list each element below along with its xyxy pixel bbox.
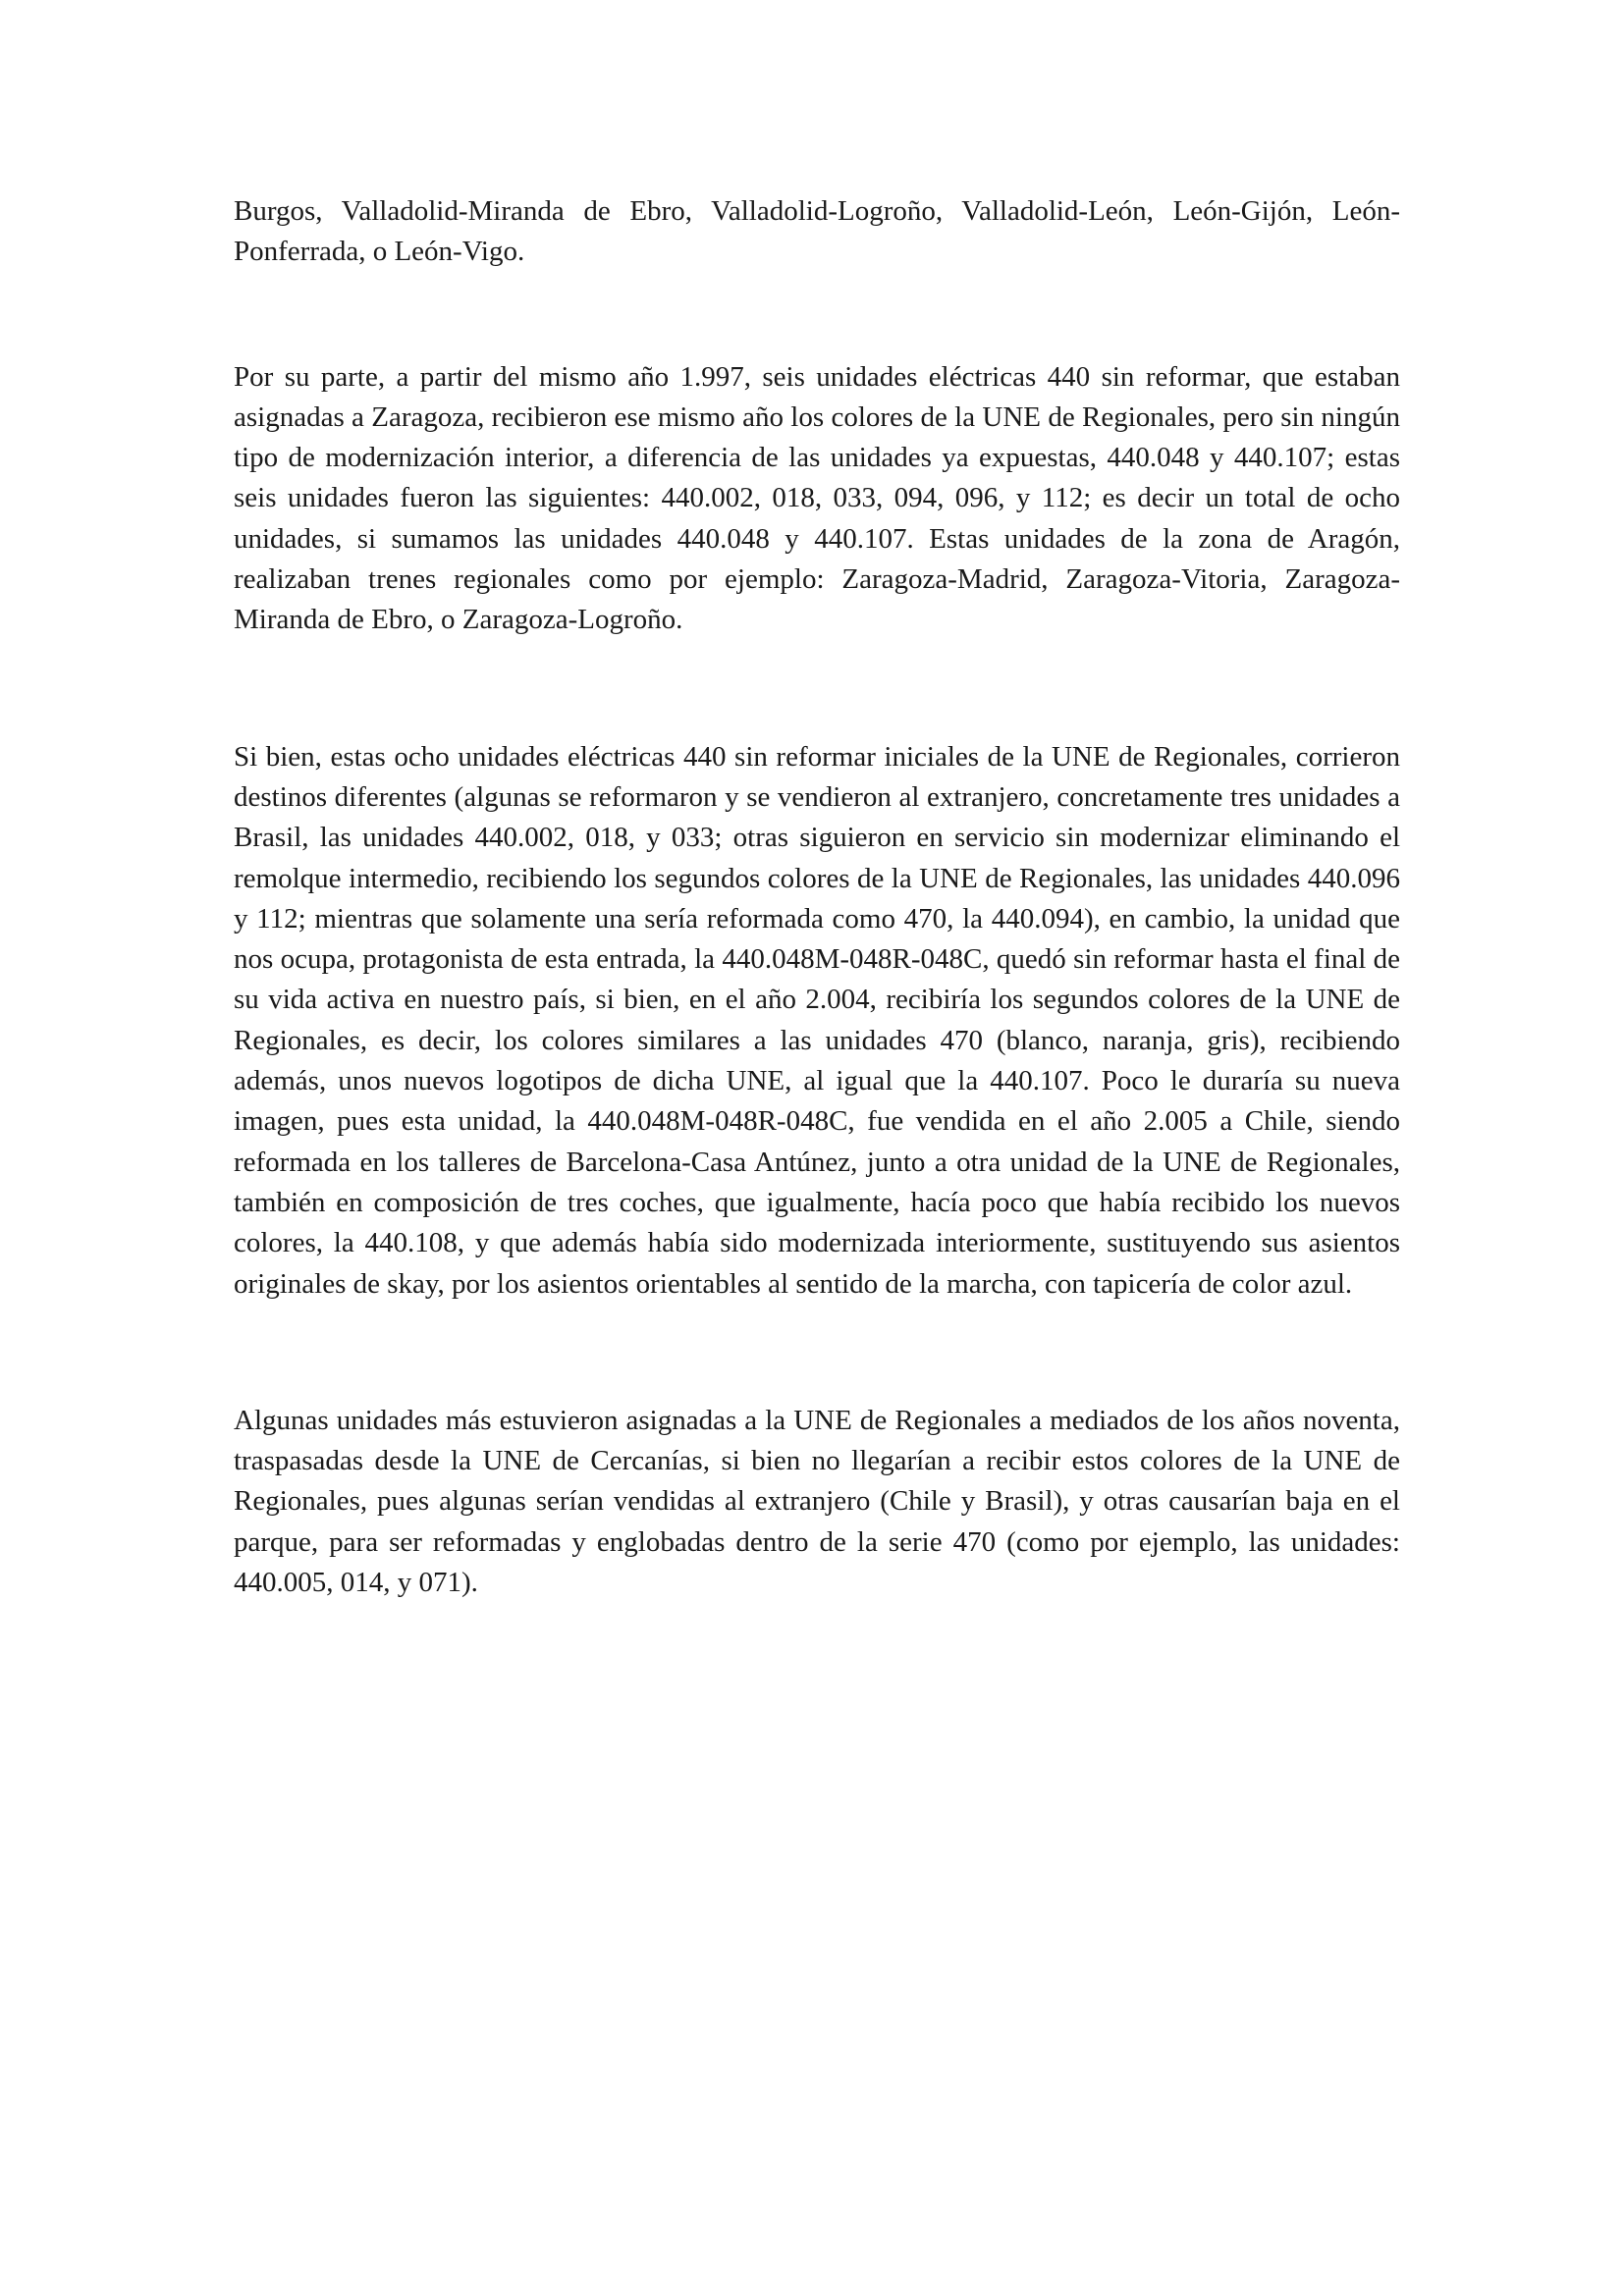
paragraph-unit-destinies: Si bien, estas ocho unidades eléctricas 440 sin reformar iniciales de la UNE de Regionales, corrieron destinos diferentes (algunas se reformaron y se vendieron al extranjero, concretamente tres unidades a Brasil, las unidades 440.002, 018, y 033; otras siguieron en servicio sin modernizar eliminando el remolque intermedio, recibiendo los segundos colores de la UNE de Regionales, las unidades 440.096 y 112; mientras que solamente una sería reformada como 470, la 440.094), en cambio, la unidad que nos ocupa, protagonista de esta entrada, la 440.048M-048R-048C, quedó sin reformar hasta el final de su vida activa en nuestro país, si bien, en el año 2.004, recibiría los segundos colores de la UNE de Regionales, es decir, los colores similares a las unidades 470 (blanco, naranja, gris), recibiendo además, unos nuevos logotipos de dicha UNE, al igual que la 440.107. Poco le duraría su nueva imagen, pues esta unidad, la 440.048M-048R-048C, fue vendida en el año 2.005 a Chile, siendo reformada en los talleres de Barcelona-Casa Antúnez, junto a otra unidad de la UNE de Regionales, también en composición de tres coches, que igualmente, hacía poco que había recibido los nuevos colores, la 440.108, y que además había sido modernizada interiormente, sustituyendo sus asientos originales de skay, por los asientos orientables al sentido de la marcha, con tapicería de color azul. — [234, 740, 1400, 1300]
document-body — [234, 191, 1400, 1603]
paragraph-other-units: Algunas unidades más estuvieron asignadas a la UNE de Regionales a mediados de los años noventa, traspasadas desde la UNE de Cercanías, si bien no llegarían a recibir estos colores de la UNE de Regionales, pues algunas serían vendidas al extranjero (Chile y Brasil), y otras causarían baja en el parque, para ser reformadas y englobadas dentro de la serie 470 (como por ejemplo, las unidades: 440.005, 014, y 071). — [234, 1404, 1400, 1599]
paragraph-zaragoza-units: Por su parte, a partir del mismo año 1.997, seis unidades eléctricas 440 sin reformar, que estaban asignadas a Zaragoza, recibieron ese mismo año los colores de la UNE de Regionales, pero sin ningún tipo de modernización interior, a diferencia de las unidades ya expuestas, 440.048 y 440.107; estas seis unidades fueron las siguientes: 440.002, 018, 033, 094, 096, y 112; es decir un total de ocho unidades, si sumamos las unidades 440.048 y 440.107. Estas unidades de la zona de Aragón, realizaban trenes regionales como por ejemplo: Zaragoza-Madrid, Zaragoza-Vitoria, Zaragoza-Miranda de Ebro, o Zaragoza-Logroño. — [234, 360, 1400, 636]
paragraph-routes-continuation: Burgos, Valladolid-Miranda de Ebro, Valladolid-Logroño, Valladolid-León, León-Gijón, León-Ponferrada, o León-Vigo. — [234, 195, 1400, 268]
